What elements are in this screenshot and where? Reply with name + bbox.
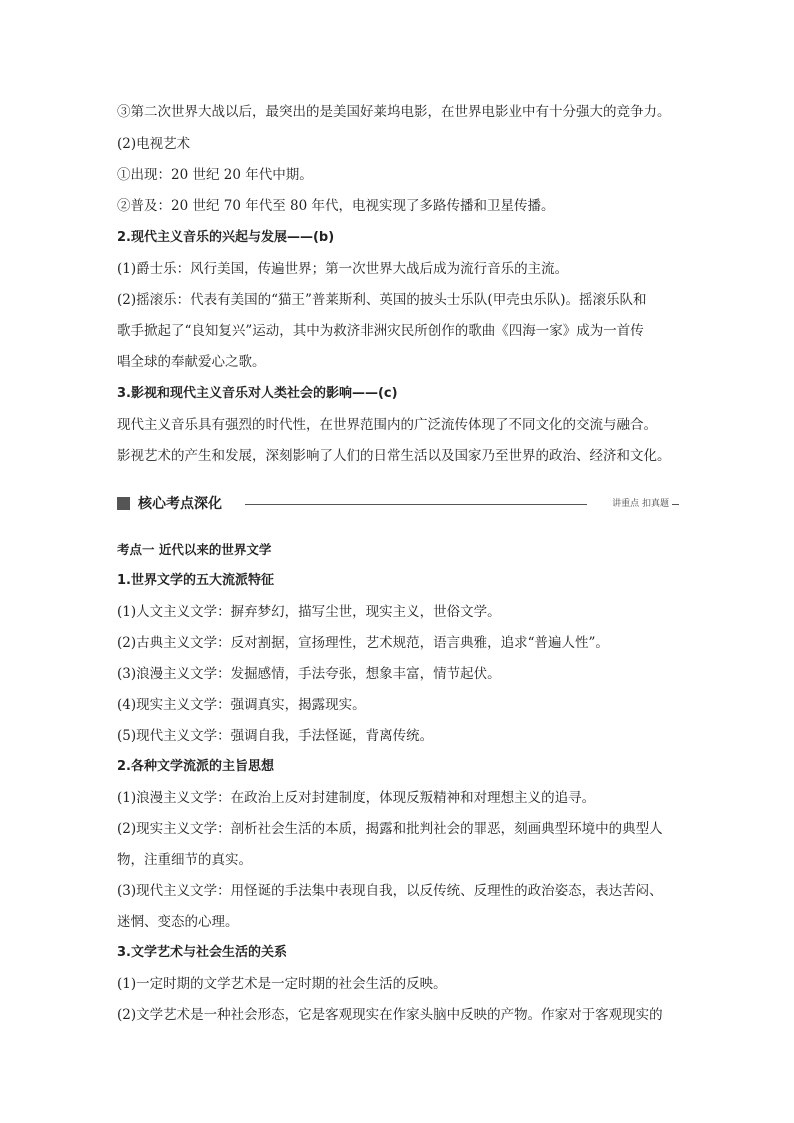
paragraph-line: 现代主义音乐具有强烈的时代性，在世界范围内的广泛流传体现了不同文化的交流与融合。 xyxy=(117,417,657,433)
heading-art-and-life: 3.文学艺术与社会生活的关系 xyxy=(117,945,287,960)
paragraph-line: (4)现实主义文学：强调真实，揭露现实。 xyxy=(117,697,366,713)
paragraph-line: (1)浪漫主义文学：在政治上反对封建制度，体现反叛精神和对理想主义的追寻。 xyxy=(117,790,596,806)
paragraph-line: (1)一定时期的文学艺术是一定时期的社会生活的反映。 xyxy=(117,976,447,992)
heading-modern-music: 2.现代主义音乐的兴起与发展——(b) xyxy=(117,230,335,245)
section-square-icon xyxy=(117,497,130,510)
paragraph-line: (2)现实主义文学：剖析社会生活的本质，揭露和批判社会的罪恶，刻画典型环境中的典型人 xyxy=(117,821,663,837)
paragraph-line: (3)浪漫主义文学：发掘感情，手法夸张，想象丰富，情节起伏。 xyxy=(117,666,501,682)
heading-five-schools: 1.世界文学的五大流派特征 xyxy=(117,573,274,588)
section-divider-line xyxy=(245,504,587,505)
paragraph-line: 歌手掀起了“良知复兴”运动，其中为救济非洲灾民所创作的歌曲《四海一家》成为一首传 xyxy=(117,323,644,339)
paragraph-line: 物，注重细节的真实。 xyxy=(117,852,252,868)
subheading-tv-art: (2)电视艺术 xyxy=(117,136,191,152)
paragraph-line: (1)爵士乐：风行美国，传遍世界；第一次世界大战后成为流行音乐的主流。 xyxy=(117,261,569,277)
heading-influence: 3.影视和现代主义音乐对人类社会的影响——(c) xyxy=(117,386,398,401)
paragraph-line: (3)现代主义文学：用怪诞的手法集中表现自我，以反传统、反理性的政治姿态，表达苦闷、 xyxy=(117,883,663,899)
paragraph-line: (2)古典主义文学：反对割据，宣扬理性，艺术规范，语言典雅，追求“普遍人性”。 xyxy=(117,635,609,651)
section-title: 核心考点深化 xyxy=(138,496,222,512)
paragraph-line: 影视艺术的产生和发展，深刻影响了人们的日常生活以及国家乃至世界的政治、经济和文化。 xyxy=(117,448,671,464)
paragraph-line: (5)现代主义文学：强调自我，手法怪诞，背离传统。 xyxy=(117,728,434,744)
section-right-label: 讲重点 扣真题 xyxy=(612,499,669,509)
paragraph-line: (1)人文主义文学：摒弃梦幻，描写尘世，现实主义，世俗文学。 xyxy=(117,604,501,620)
topic-heading: 考点一 近代以来的世界文学 xyxy=(117,542,272,557)
section-tail-line xyxy=(672,504,679,505)
paragraph-line: ③第二次世界大战以后，最突出的是美国好莱坞电影，在世界电影业中有十分强大的竞争力。 xyxy=(117,104,671,120)
paragraph-line: ①出现：20 世纪 20 年代中期。 xyxy=(117,167,313,183)
heading-main-ideas: 2.各种文学流派的主旨思想 xyxy=(117,759,274,774)
paragraph-line: (2)文学艺术是一种社会形态，它是客观现实在作家头脑中反映的产物。作家对于客观现实的 xyxy=(117,1007,663,1023)
paragraph-line: 唱全球的奉献爱心之歌。 xyxy=(117,354,266,370)
paragraph-line: 迷惘、变态的心理。 xyxy=(117,914,239,930)
section-header xyxy=(117,494,679,514)
paragraph-line: (2)摇滚乐：代表有美国的“猫王”普莱斯利、英国的披头士乐队(甲壳虫乐队)。摇滚乐队和 xyxy=(117,292,647,308)
paragraph-line: ②普及：20 世纪 70 年代至 80 年代，电视实现了多路传播和卫星传播。 xyxy=(117,198,555,214)
